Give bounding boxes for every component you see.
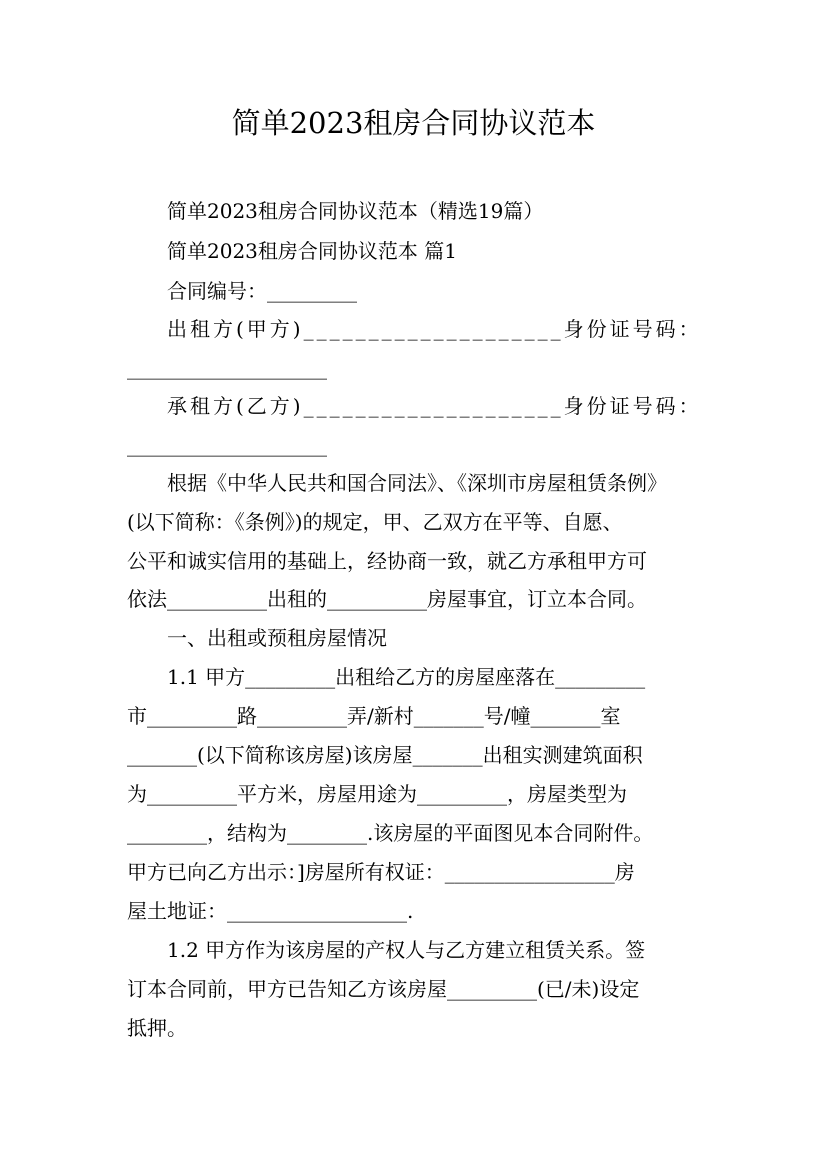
section-heading: 简单2023租房合同协议范本 篇1 <box>167 239 457 263</box>
clause-1-2-line: 抵押。 <box>127 1016 187 1040</box>
clause-1-1-line: _______(以下简称该房屋)该房屋_______出租实测建筑面积 <box>127 743 643 767</box>
clause-1-1-line: ________，结构为________.该房屋的平面图见本合同附件。 <box>127 821 654 845</box>
clause-1-1-line: 屋土地证：__________________. <box>127 899 414 923</box>
clause-1-1-line: 1.1 甲方_________出租给乙方的房屋座落在_________ <box>167 665 646 689</box>
paragraph-line: 根据《中华人民共和国合同法》、《深圳市房屋租赁条例》 <box>167 471 667 495</box>
lessor-id-line: ____________________ <box>127 356 327 380</box>
lessee-id-line: ____________________ <box>127 433 327 457</box>
section-heading-1: 一、出租或预租房屋情况 <box>167 626 387 650</box>
clause-1-2-line: 订本合同前，甲方已告知乙方该房屋_________(已/未)设定 <box>127 977 640 1001</box>
lessor-line: 出租方(甲方)____________________身份证号码： <box>167 317 702 341</box>
paragraph-line: 公平和诚实信用的基础上，经协商一致，就乙方承租甲方可 <box>127 549 647 573</box>
paragraph-line: 依法__________出租的__________房屋事宜，订立本合同。 <box>127 587 647 611</box>
intro-line: 简单2023租房合同协议范本（精选19篇） <box>167 199 544 223</box>
clause-1-1-line: 甲方已向乙方出示：]房屋所有权证：_________________房 <box>127 860 635 884</box>
document-title: 简单2023租房合同协议范本 <box>231 106 596 140</box>
lessee-line: 承租方(乙方)____________________身份证号码： <box>167 394 702 418</box>
clause-1-2-line: 1.2 甲方作为该房屋的产权人与乙方建立租赁关系。签 <box>167 938 646 962</box>
clause-1-1-line: 市_________路_________弄/新村_______号/幢_______室 <box>127 704 621 728</box>
contract-number-line: 合同编号：_________ <box>167 279 357 303</box>
clause-1-1-line: 为_________平方米，房屋用途为_________，房屋类型为 <box>127 782 627 806</box>
paragraph-line: (以下简称：《条例》)的规定，甲、乙双方在平等、自愿、 <box>127 510 623 534</box>
